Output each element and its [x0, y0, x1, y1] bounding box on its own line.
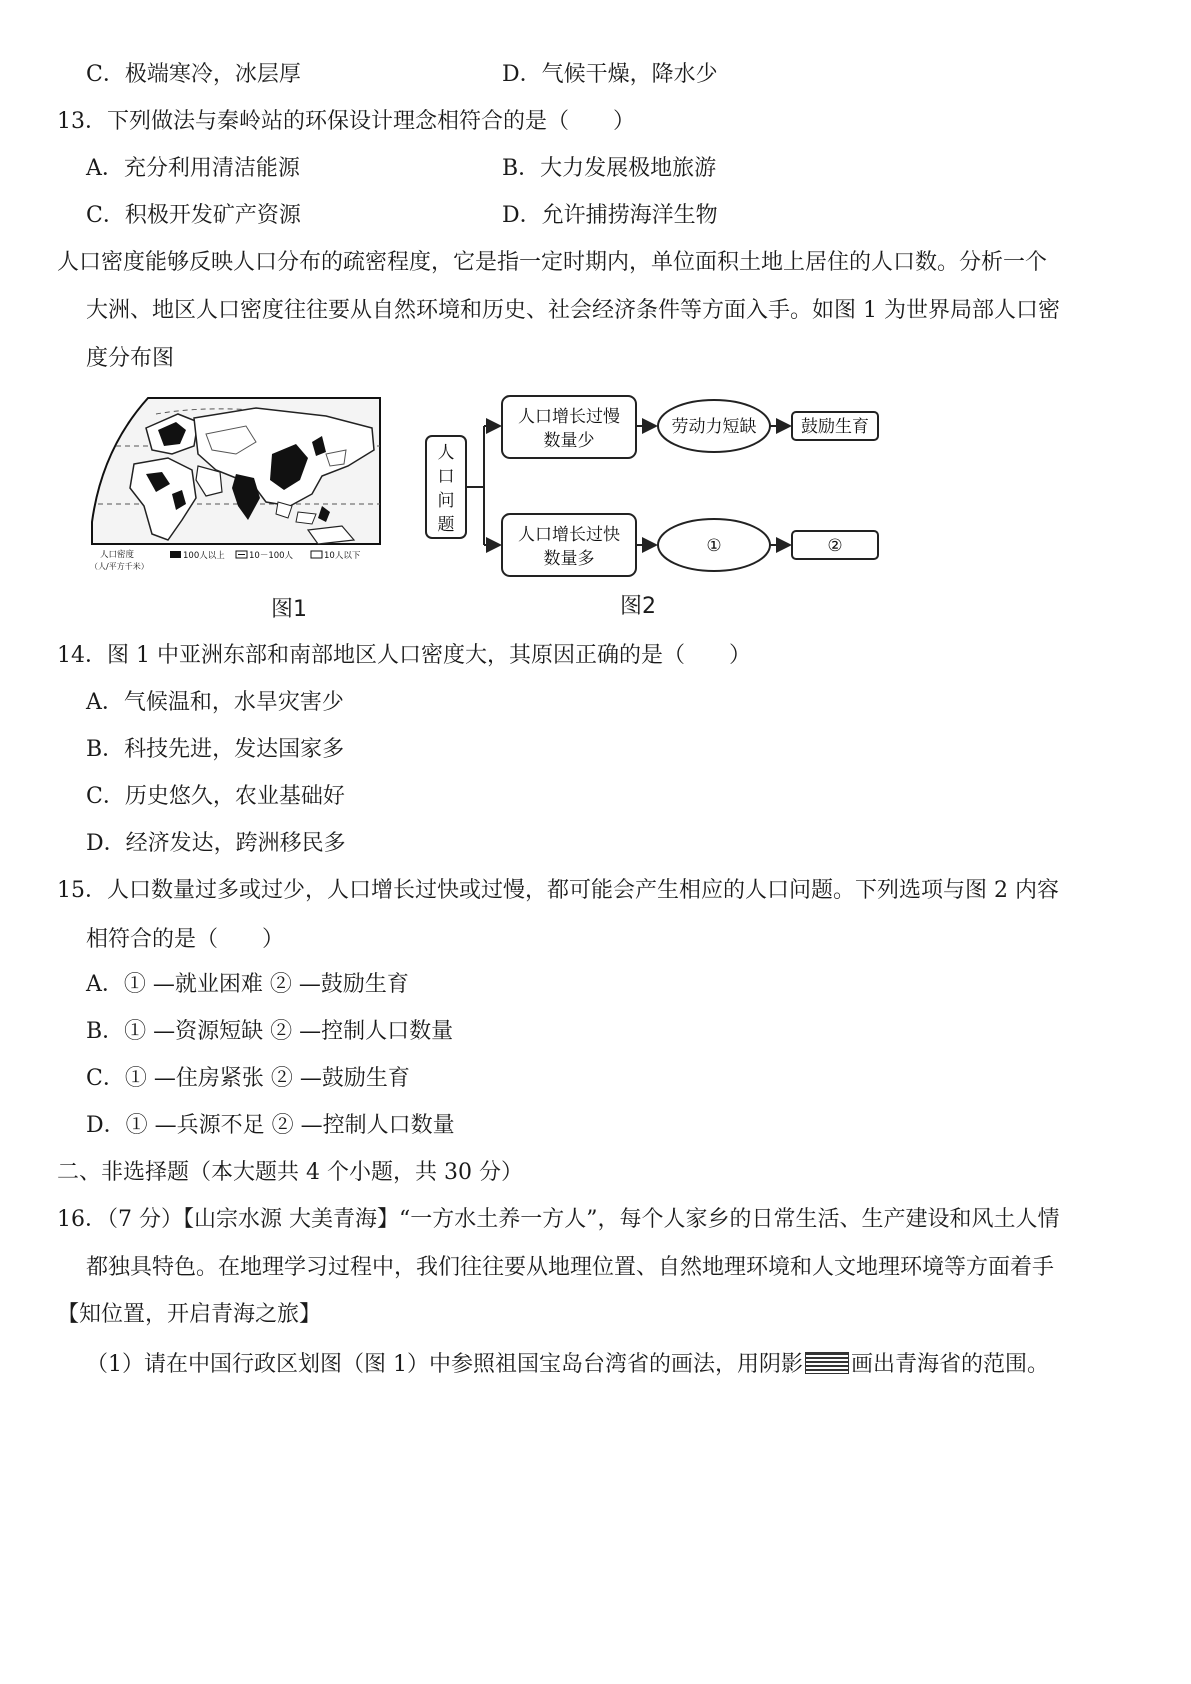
q15-option-a: A．① —就业困难 ② —鼓励生育 [86, 972, 409, 997]
bottom-effect-label: ① [706, 536, 722, 556]
population-problem-flowchart [422, 392, 927, 578]
legend-title-line-1: 人口密度 [100, 550, 135, 560]
top-effect-label: 劳动力短缺 [671, 417, 757, 437]
bottom-measure-label: ② [827, 536, 843, 556]
legend-label-high: 100人以上 [183, 551, 225, 561]
top-cause-line-1: 人口增长过慢 [518, 407, 620, 427]
legend-title-line-2: （人/平方千米） [90, 562, 149, 571]
q16-subheading: 【知位置，开启青海之旅】 [57, 1302, 322, 1327]
root-char-2: 口 [437, 467, 455, 487]
legend-swatch-low [311, 551, 322, 558]
q14-option-d: D．经济发达，跨洲移民多 [86, 831, 346, 856]
passage-line-3: 度分布图 [86, 346, 175, 371]
q13-option-a: A．充分利用清洁能源 [86, 156, 300, 181]
root-char-1: 人 [437, 443, 455, 463]
q16-line-2: 都独具特色。在地理学习过程中，我们往往要从地理位置、自然地理环境和人文地理环境等方面着手 [86, 1255, 1055, 1280]
top-cause-line-2: 数量少 [543, 431, 595, 451]
bottom-cause-line-2: 数量多 [543, 549, 595, 569]
figure-1-caption: 图1 [271, 597, 307, 622]
q13-option-d: D．允许捕捞海洋生物 [502, 203, 718, 228]
section-2-title: 二、非选择题（本大题共 4 个小题，共 30 分） [57, 1160, 523, 1185]
q13-stem: 13．下列做法与秦岭站的环保设计理念相符合的是（ ） [57, 109, 635, 134]
q14-option-b: B．科技先进，发达国家多 [86, 737, 345, 762]
q12-option-c: C．极端寒冷，冰层厚 [86, 62, 301, 87]
q14-stem: 14．图 1 中亚洲东部和南部地区人口密度大，其原因正确的是（ ） [57, 643, 751, 668]
legend-label-low: 10人以下 [324, 551, 361, 561]
q14-option-c: C．历史悠久，农业基础好 [86, 784, 345, 809]
root-char-4: 题 [437, 515, 455, 535]
q13-option-b: B．大力发展极地旅游 [502, 156, 717, 181]
q12-option-d: D．气候干燥，降水少 [502, 62, 718, 87]
q15-stem-line-2: 相符合的是（ ） [86, 927, 285, 952]
q14-option-a: A．气候温和，水旱灾害少 [86, 690, 344, 715]
population-density-map [86, 394, 386, 580]
q15-stem-line-1: 15．人口数量过多或过少，人口增长过快或过慢，都可能会产生相应的人口问题。下列选项与图 2 内容 [57, 878, 1059, 903]
legend-label-mid: 10－100人 [249, 551, 294, 561]
top-measure-label: 鼓励生育 [801, 417, 869, 437]
q16-line-1: 16．（7 分）【山宗水源 大美青海】“一方水土养一方人”，每个人家乡的日常生活、生产建设和风土人情 [57, 1207, 1060, 1232]
passage-line-2: 大洲、地区人口密度往往要从自然环境和历史、社会经济条件等方面入手。如图 1 为世界局部人口密 [86, 298, 1060, 323]
bottom-cause-line-1: 人口增长过快 [518, 525, 620, 545]
q15-option-c: C．① —住房紧张 ② —鼓励生育 [86, 1066, 410, 1091]
legend-swatch-high [170, 551, 181, 558]
q15-option-b: B．① —资源短缺 ② —控制人口数量 [86, 1019, 454, 1044]
q16-sub-question-1-after: 画出青海省的范围。 [851, 1352, 1050, 1377]
figure-2-caption: 图2 [620, 594, 656, 619]
passage-line-1: 人口密度能够反映人口分布的疏密程度，它是指一定时期内，单位面积土地上居住的人口数。分析一个 [57, 250, 1048, 275]
q16-sub-question-1-before: （1）请在中国行政区划图（图 1）中参照祖国宝岛台湾省的画法，用阴影 [86, 1352, 803, 1377]
q13-option-c: C．积极开发矿产资源 [86, 203, 301, 228]
q16-sub-question-1 [86, 1350, 1049, 1380]
hatch-shading-icon [805, 1352, 849, 1374]
q15-option-d: D．① —兵源不足 ② —控制人口数量 [86, 1113, 455, 1138]
root-char-3: 问 [437, 491, 455, 511]
